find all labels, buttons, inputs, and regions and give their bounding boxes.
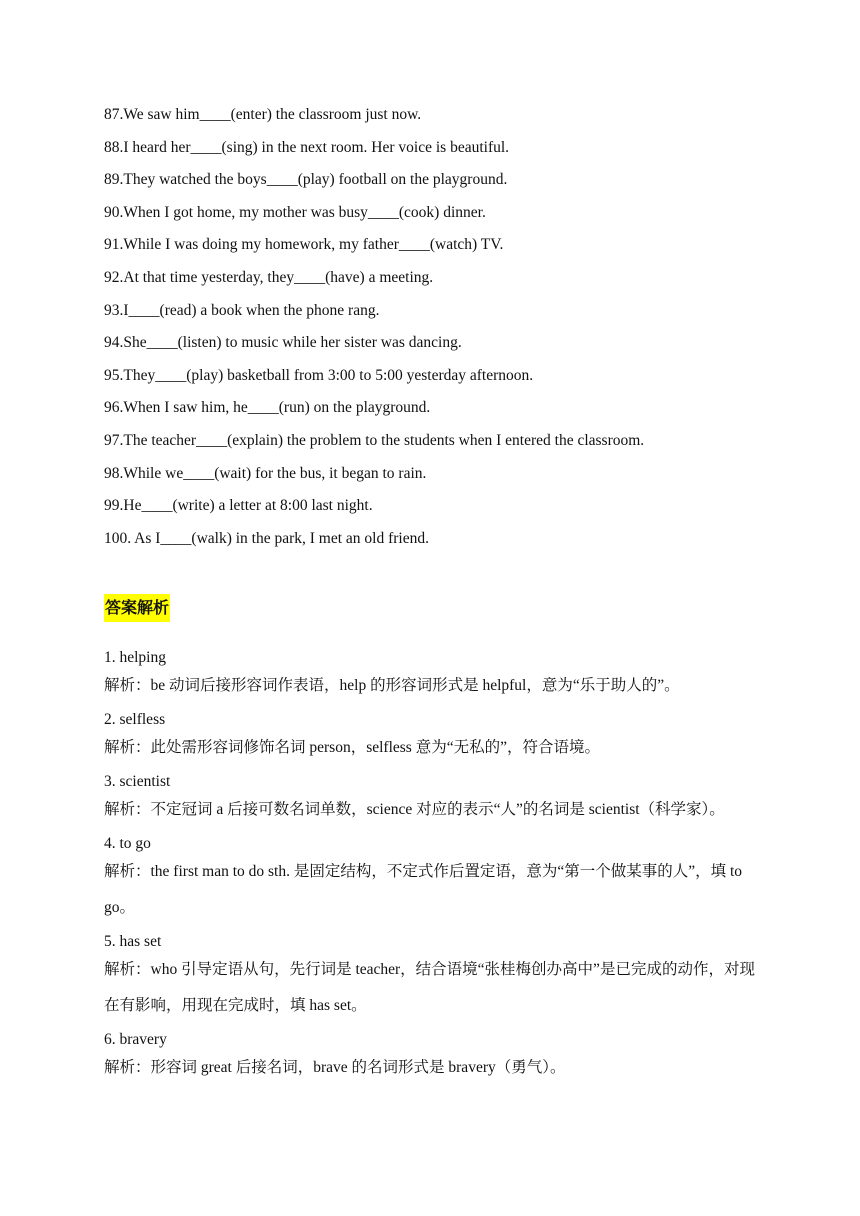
answer-explanation: 解析：who 引导定语从句，先行词是 teacher，结合语境“张桂梅创办高中”是已完成的动作，对现在有影响，用现在完成时，填 has set。 — [104, 961, 755, 1014]
question-item: 95.They____(play) basketball from 3:00 to 5:00 yesterday afternoon. — [104, 366, 534, 384]
question-item: 93.I____(read) a book when the phone rang. — [104, 301, 380, 319]
answer-item: 6. bravery — [104, 1031, 167, 1048]
question-list — [104, 101, 764, 557]
question-item: 90.When I got home, my mother was busy____(cook) dinner. — [104, 203, 486, 221]
question-item: 100. As I____(walk) in the park, I met an old friend. — [104, 529, 429, 547]
answer-explanation: 解析：be 动词后接形容词作表语，help 的形容词形式是 helpful，意为“乐于助人的”。 — [104, 677, 680, 694]
answer-item: 3. scientist — [104, 773, 171, 790]
question-item: 99.He____(write) a letter at 8:00 last night. — [104, 497, 373, 515]
answer-explanation: 解析：形容词 great 后接名词，brave 的名词形式是 bravery（勇气）。 — [104, 1059, 566, 1076]
question-item: 92.At that time yesterday, they____(have) a meeting. — [104, 268, 434, 286]
answer-item: 1. helping — [104, 649, 166, 666]
question-item: 96.When I saw him, he____(run) on the playground. — [104, 399, 431, 417]
question-item: 89.They watched the boys____(play) football on the playground. — [104, 171, 508, 189]
question-item: 98.While we____(wait) for the bus, it began to rain. — [104, 464, 427, 482]
question-item: 94.She____(listen) to music while her sister was dancing. — [104, 334, 462, 352]
answer-list — [104, 644, 764, 1088]
answer-item: 5. has set — [104, 933, 162, 950]
question-item: 91.While I was doing my homework, my father____(watch) TV. — [104, 236, 504, 254]
question-item: 88.I heard her____(sing) in the next room. Her voice is beautiful. — [104, 138, 510, 156]
answer-section-heading: 答案解析 — [104, 594, 170, 622]
answer-explanation: 解析：此处需形容词修饰名词 person，selfless 意为“无私的”，符合语境。 — [104, 739, 600, 756]
answer-item: 2. selfless — [104, 711, 166, 728]
answer-explanation: 解析：不定冠词 a 后接可数名词单数，science 对应的表示“人”的名词是 scientist（科学家）。 — [104, 801, 725, 818]
question-item: 97.The teacher____(explain) the problem to the students when I entered the classroom. — [104, 431, 645, 449]
answer-item: 4. to go — [104, 835, 151, 852]
answer-explanation: 解析：the first man to do sth. 是固定结构，不定式作后置定语，意为“第一个做某事的人”，填 to go。 — [104, 863, 743, 916]
question-item: 87.We saw him____(enter) the classroom just now. — [104, 106, 422, 123]
